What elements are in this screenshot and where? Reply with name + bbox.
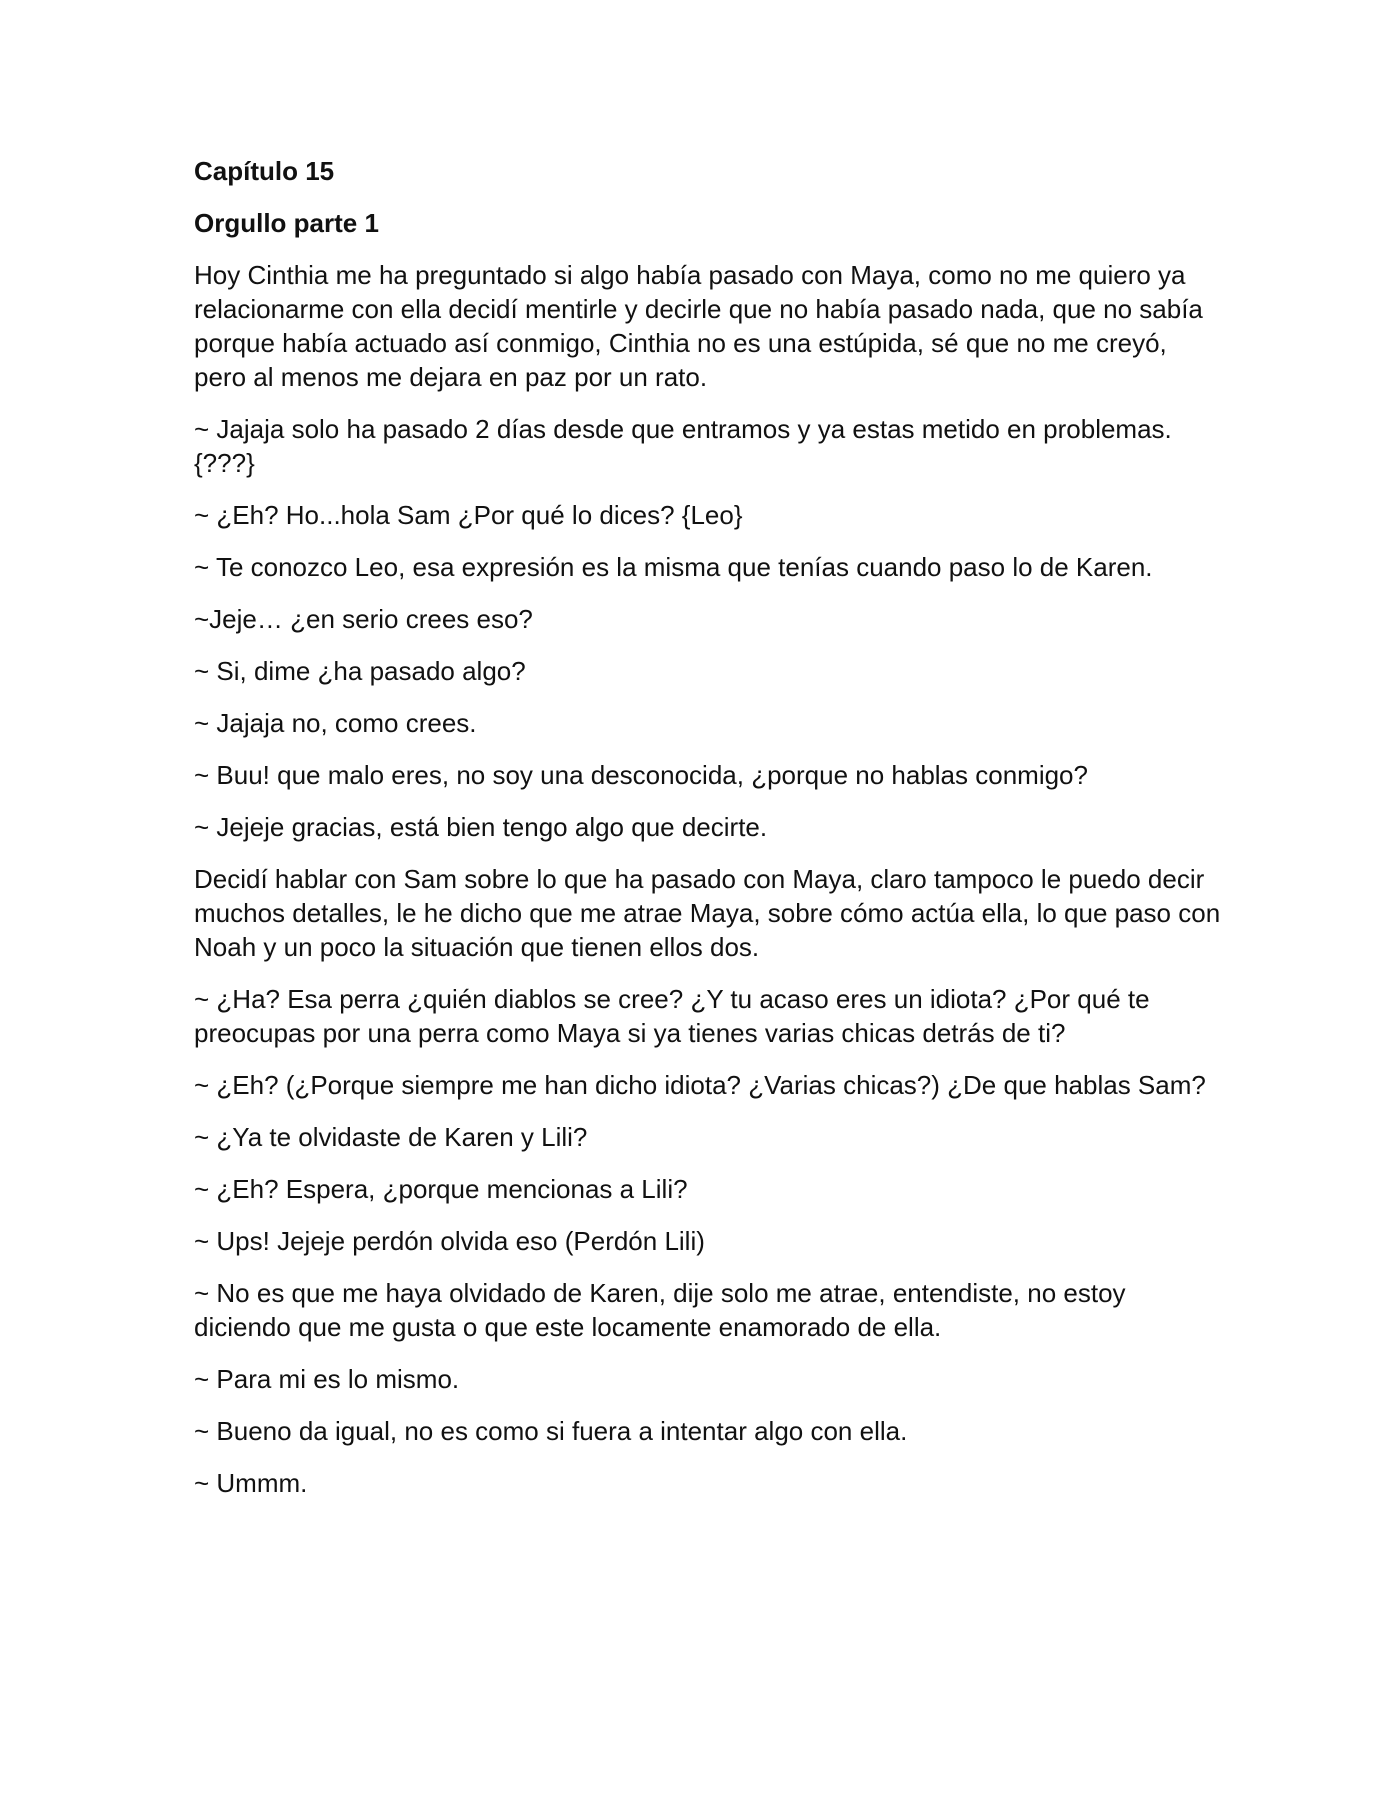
dialogue-line: ~ ¿Eh? Ho...hola Sam ¿Por qué lo dices? {Leo}	[194, 500, 743, 530]
dialogue-line: ~Jeje… ¿en serio crees eso?	[194, 604, 533, 634]
dialogue-line: ~ ¿Eh? Espera, ¿porque mencionas a Lili?	[194, 1174, 688, 1204]
dialogue-line: ~ Buu! que malo eres, no soy una desconocida, ¿porque no hablas conmigo?	[194, 760, 1088, 790]
dialogue-line: ~ Jajaja no, como crees.	[194, 708, 477, 738]
dialogue-line: ~ ¿Eh? (¿Porque siempre me han dicho idiota? ¿Varias chicas?) ¿De que hablas Sam?	[194, 1070, 1206, 1100]
paragraph: Hoy Cinthia me ha preguntado si algo había pasado con Maya, como no me quiero ya relacionarme con ella decidí mentirle y decirle que no había pasado nada, que no sabía porque había actuado así conmigo, Cinthia no es una estúpida, sé que no me creyó, pero al menos me dejara en paz por un rato.	[194, 260, 1203, 392]
paragraph: Decidí hablar con Sam sobre lo que ha pasado con Maya, claro tampoco le puedo decir muchos detalles, le he dicho que me atrae Maya, sobre cómo actúa ella, lo que paso con Noah y un poco la situación que tienen ellos dos.	[194, 864, 1221, 962]
dialogue-line: ~ Jajaja solo ha pasado 2 días desde que entramos y ya estas metido en problemas. {???}	[194, 414, 1172, 478]
dialogue-line: ~ ¿Ya te olvidaste de Karen y Lili?	[194, 1122, 588, 1152]
dialogue-line: ~ Para mi es lo mismo.	[194, 1364, 460, 1394]
chapter-subtitle: Orgullo parte 1	[194, 208, 379, 238]
dialogue-line: ~ Si, dime ¿ha pasado algo?	[194, 656, 526, 686]
document-body	[194, 154, 1224, 1518]
dialogue-line: ~ Jejeje gracias, está bien tengo algo que decirte.	[194, 812, 768, 842]
dialogue-line: ~ Bueno da igual, no es como si fuera a intentar algo con ella.	[194, 1416, 908, 1446]
dialogue-line: ~ Ummm.	[194, 1468, 308, 1498]
chapter-title: Capítulo 15	[194, 156, 335, 186]
dialogue-line: ~ Te conozco Leo, esa expresión es la misma que tenías cuando paso lo de Karen.	[194, 552, 1153, 582]
dialogue-line: ~ Ups! Jejeje perdón olvida eso (Perdón Lili)	[194, 1226, 705, 1256]
dialogue-line: ~ No es que me haya olvidado de Karen, dije solo me atrae, entendiste, no estoy diciendo que me gusta o que este locamente enamorado de ella.	[194, 1278, 1126, 1342]
dialogue-line: ~ ¿Ha? Esa perra ¿quién diablos se cree? ¿Y tu acaso eres un idiota? ¿Por qué te preocupas por una perra como Maya si ya tienes varias chicas detrás de ti?	[194, 984, 1150, 1048]
